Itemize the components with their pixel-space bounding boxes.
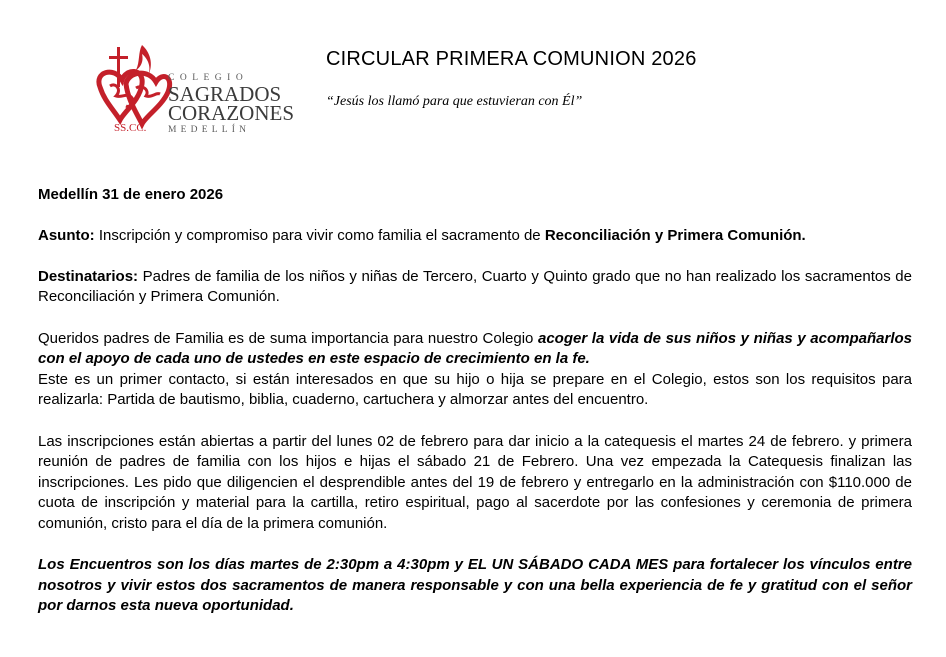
subject-text: Inscripción y compromiso para vivir como familia el sacramento de [94, 226, 545, 244]
document-title: CIRCULAR PRIMERA COMUNION 2026 [326, 48, 697, 70]
subject-line [38, 226, 912, 247]
recipients-label: Destinatarios: [38, 267, 139, 285]
motto: “Jesús los llamó para que estuvieran con Él” [326, 94, 583, 109]
intro-text: Queridos padres de Familia es de suma importancia para nuestro Colegio [38, 329, 538, 347]
logo-sagrados: SAGRADOS [168, 82, 282, 106]
subject-label: Asunto: [38, 226, 95, 244]
logo-colegio: COLEGIO [168, 73, 249, 83]
subject-bold: Reconciliación y Primera Comunión. [544, 226, 806, 244]
recipients-text: Padres de familia de los niños y niñas de Tercero, Cuarto y Quinto grado que no han realizado los sacramentos de Reconciliación y Primera Comunión. [38, 267, 912, 306]
intro-emphasis: acoger la vida de sus niños y niñas y acompañarlos con el apoyo de cada uno de ustedes en este espacio de crecimiento en la fe. [38, 329, 912, 368]
logo-city: MEDELLÍN [168, 125, 251, 135]
logo-corazones: CORAZONES [168, 101, 295, 125]
requirements-paragraph: Este es un primer contacto, si están interesados en que su hijo o hija se prepare en el Colegio, estos son los requisitos para realizarla: Partida de bautismo, biblia, cuaderno, cartuchera y almorzar antes del encuentro. [38, 370, 912, 409]
registration-paragraph: Las inscripciones están abiertas a partir del lunes 02 de febrero para dar inicio a la catequesis el martes 24 de febrero. y primera reunión de padres de familia con los hijos e hijas el sábado 21 de Febrero. Una vez empezada la Catequesis finalizan las inscripciones. Les pido que diligencien el desprendible antes del 19 de febrero y entregarlo en la administración con $110.000 de cuota de inscripción y material para la cartilla, retiro espiritual, pago al sacerdote por las confesiones y ceremonia de primera comunión, cristo para el día de la primera comunión. [38, 432, 912, 532]
logo-sscc: SS.CC. [114, 122, 147, 134]
date: Medellín 31 de enero 2026 [38, 186, 224, 203]
meetings-paragraph [38, 555, 912, 617]
recipients-paragraph [38, 267, 912, 308]
letter-body [38, 185, 912, 617]
date-line [38, 185, 912, 206]
meetings-text: Los Encuentros son los días martes de 2:30pm a 4:30pm y EL UN SÁBADO CADA MES para fortalecer los vínculos entre nosotros y vivir estos dos sacramentos de manera responsable y con una bella experiencia de fe y gratitud con el señor por darnos esta nueva oportunidad. [38, 556, 912, 615]
intro-paragraph [38, 329, 912, 370]
